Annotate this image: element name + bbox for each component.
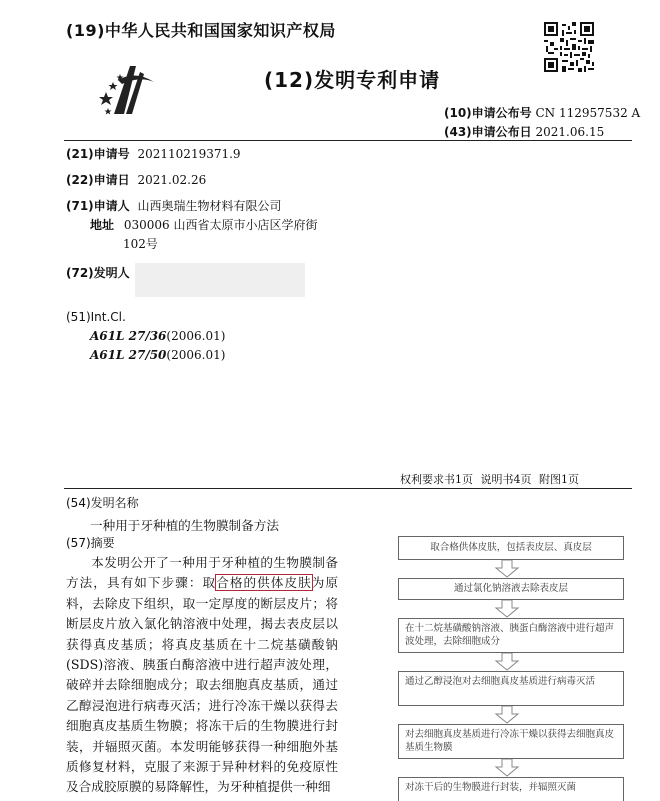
application-number-row [66, 145, 241, 162]
address-line-2: 102号 [123, 237, 158, 251]
cnipa-logo-icon [96, 62, 158, 118]
inventor-label: (72)发明人 [66, 266, 130, 280]
flow-step-5: 对去细胞真皮基质进行冷冻干燥以获得去细胞真皮基质生物膜 [398, 724, 624, 759]
ipc-version: (2006.01) [166, 329, 226, 343]
application-date-label: (22)申请日 [66, 173, 130, 187]
ipc-code: A61L 27/50 [90, 348, 167, 362]
inventor-row [66, 264, 130, 281]
down-arrow-icon [494, 706, 520, 724]
address-row [90, 216, 317, 233]
publication-number-label: (10)申请公布号 [444, 106, 532, 120]
application-number: 202110219371.9 [137, 147, 241, 161]
publication-date-row [444, 123, 604, 140]
flow-step-2: 通过氯化钠溶液去除表皮层 [398, 578, 624, 600]
application-date-row [66, 171, 206, 188]
ipc-item [90, 348, 225, 362]
page-counts: 权利要求书1页 说明书4页 附图1页 [400, 473, 579, 486]
section-divider [64, 488, 632, 489]
down-arrow-icon [494, 560, 520, 578]
invention-title-label: (54)发明名称 [66, 496, 139, 510]
down-arrow-icon [494, 600, 520, 618]
applicant-row [66, 197, 282, 214]
office-title: (19)中华人民共和国国家知识产权局 [66, 21, 336, 40]
ipc-item [90, 329, 225, 343]
ipc-label: (51)Int.Cl. [66, 310, 126, 324]
publication-number: CN 112957532 A [535, 106, 641, 120]
down-arrow-icon [494, 653, 520, 671]
application-date: 2021.02.26 [137, 173, 207, 187]
flow-step-6: 对冻干后的生物膜进行封装，并辐照灭菌 [398, 777, 624, 801]
applicant-label: (71)申请人 [66, 199, 130, 213]
abstract-text-part-2: 为原料，去除皮下组织，取一定厚度的断层皮片；将断层皮片放入氯化钠溶液中处理，揭去表皮层以获得真皮基质；将真皮基质在十二烷基磺酸钠(SDS)溶液、胰蛋白酶溶液中进行超声波处理，破碎并去除细胞成分；取去细胞真皮基质，通过乙醇浸泡进行病毒灭活；进行冷冻干燥以获得去细胞真皮基质生物膜；将冻干后的生物膜进行封装，并辐照灭菌。本发明能够获得一种细胞外基质修复材料，克服了来源于异种材料的免疫原性及合成胶原膜的易降解性，为牙种植提供一种细 [66, 575, 339, 795]
publication-date: 2021.06.15 [535, 125, 605, 139]
down-arrow-icon [494, 759, 520, 777]
publication-date-label: (43)申请公布日 [444, 125, 532, 139]
qr-code-icon [544, 22, 594, 72]
abstract-text [66, 553, 338, 798]
flow-step-3: 在十二烷基磺酸钠溶液、胰蛋白酶溶液中进行超声波处理，去除细胞成分 [398, 618, 624, 653]
flow-step-1: 取合格供体皮肤，包括表皮层、真皮层 [398, 536, 624, 560]
abstract-text-part-1: 本发明公开了一种用于牙种植的生物膜制备方法，具有如下步骤：取 [66, 555, 338, 591]
address-label: 地址 [90, 218, 115, 232]
document-type-title: (12)发明专利申请 [264, 68, 441, 92]
header-divider [64, 140, 632, 141]
address-line-1: 030006 山西省太原市小店区学府街 [123, 218, 318, 232]
abstract-label: (57)摘要 [66, 536, 115, 550]
publication-number-row [444, 104, 640, 121]
invention-title: 一种用于牙种植的生物膜制备方法 [90, 518, 279, 533]
application-number-label: (21)申请号 [66, 147, 130, 161]
flow-step-4: 通过乙醇浸泡对去细胞真皮基质进行病毒灭活 [398, 671, 624, 706]
ipc-version: (2006.01) [166, 348, 226, 362]
redacted-inventor-names [135, 263, 305, 297]
ipc-code: A61L 27/36 [90, 329, 167, 343]
highlighted-phrase: 合格的供体皮肤 [216, 575, 312, 591]
applicant-name: 山西奥瑞生物材料有限公司 [137, 199, 282, 213]
